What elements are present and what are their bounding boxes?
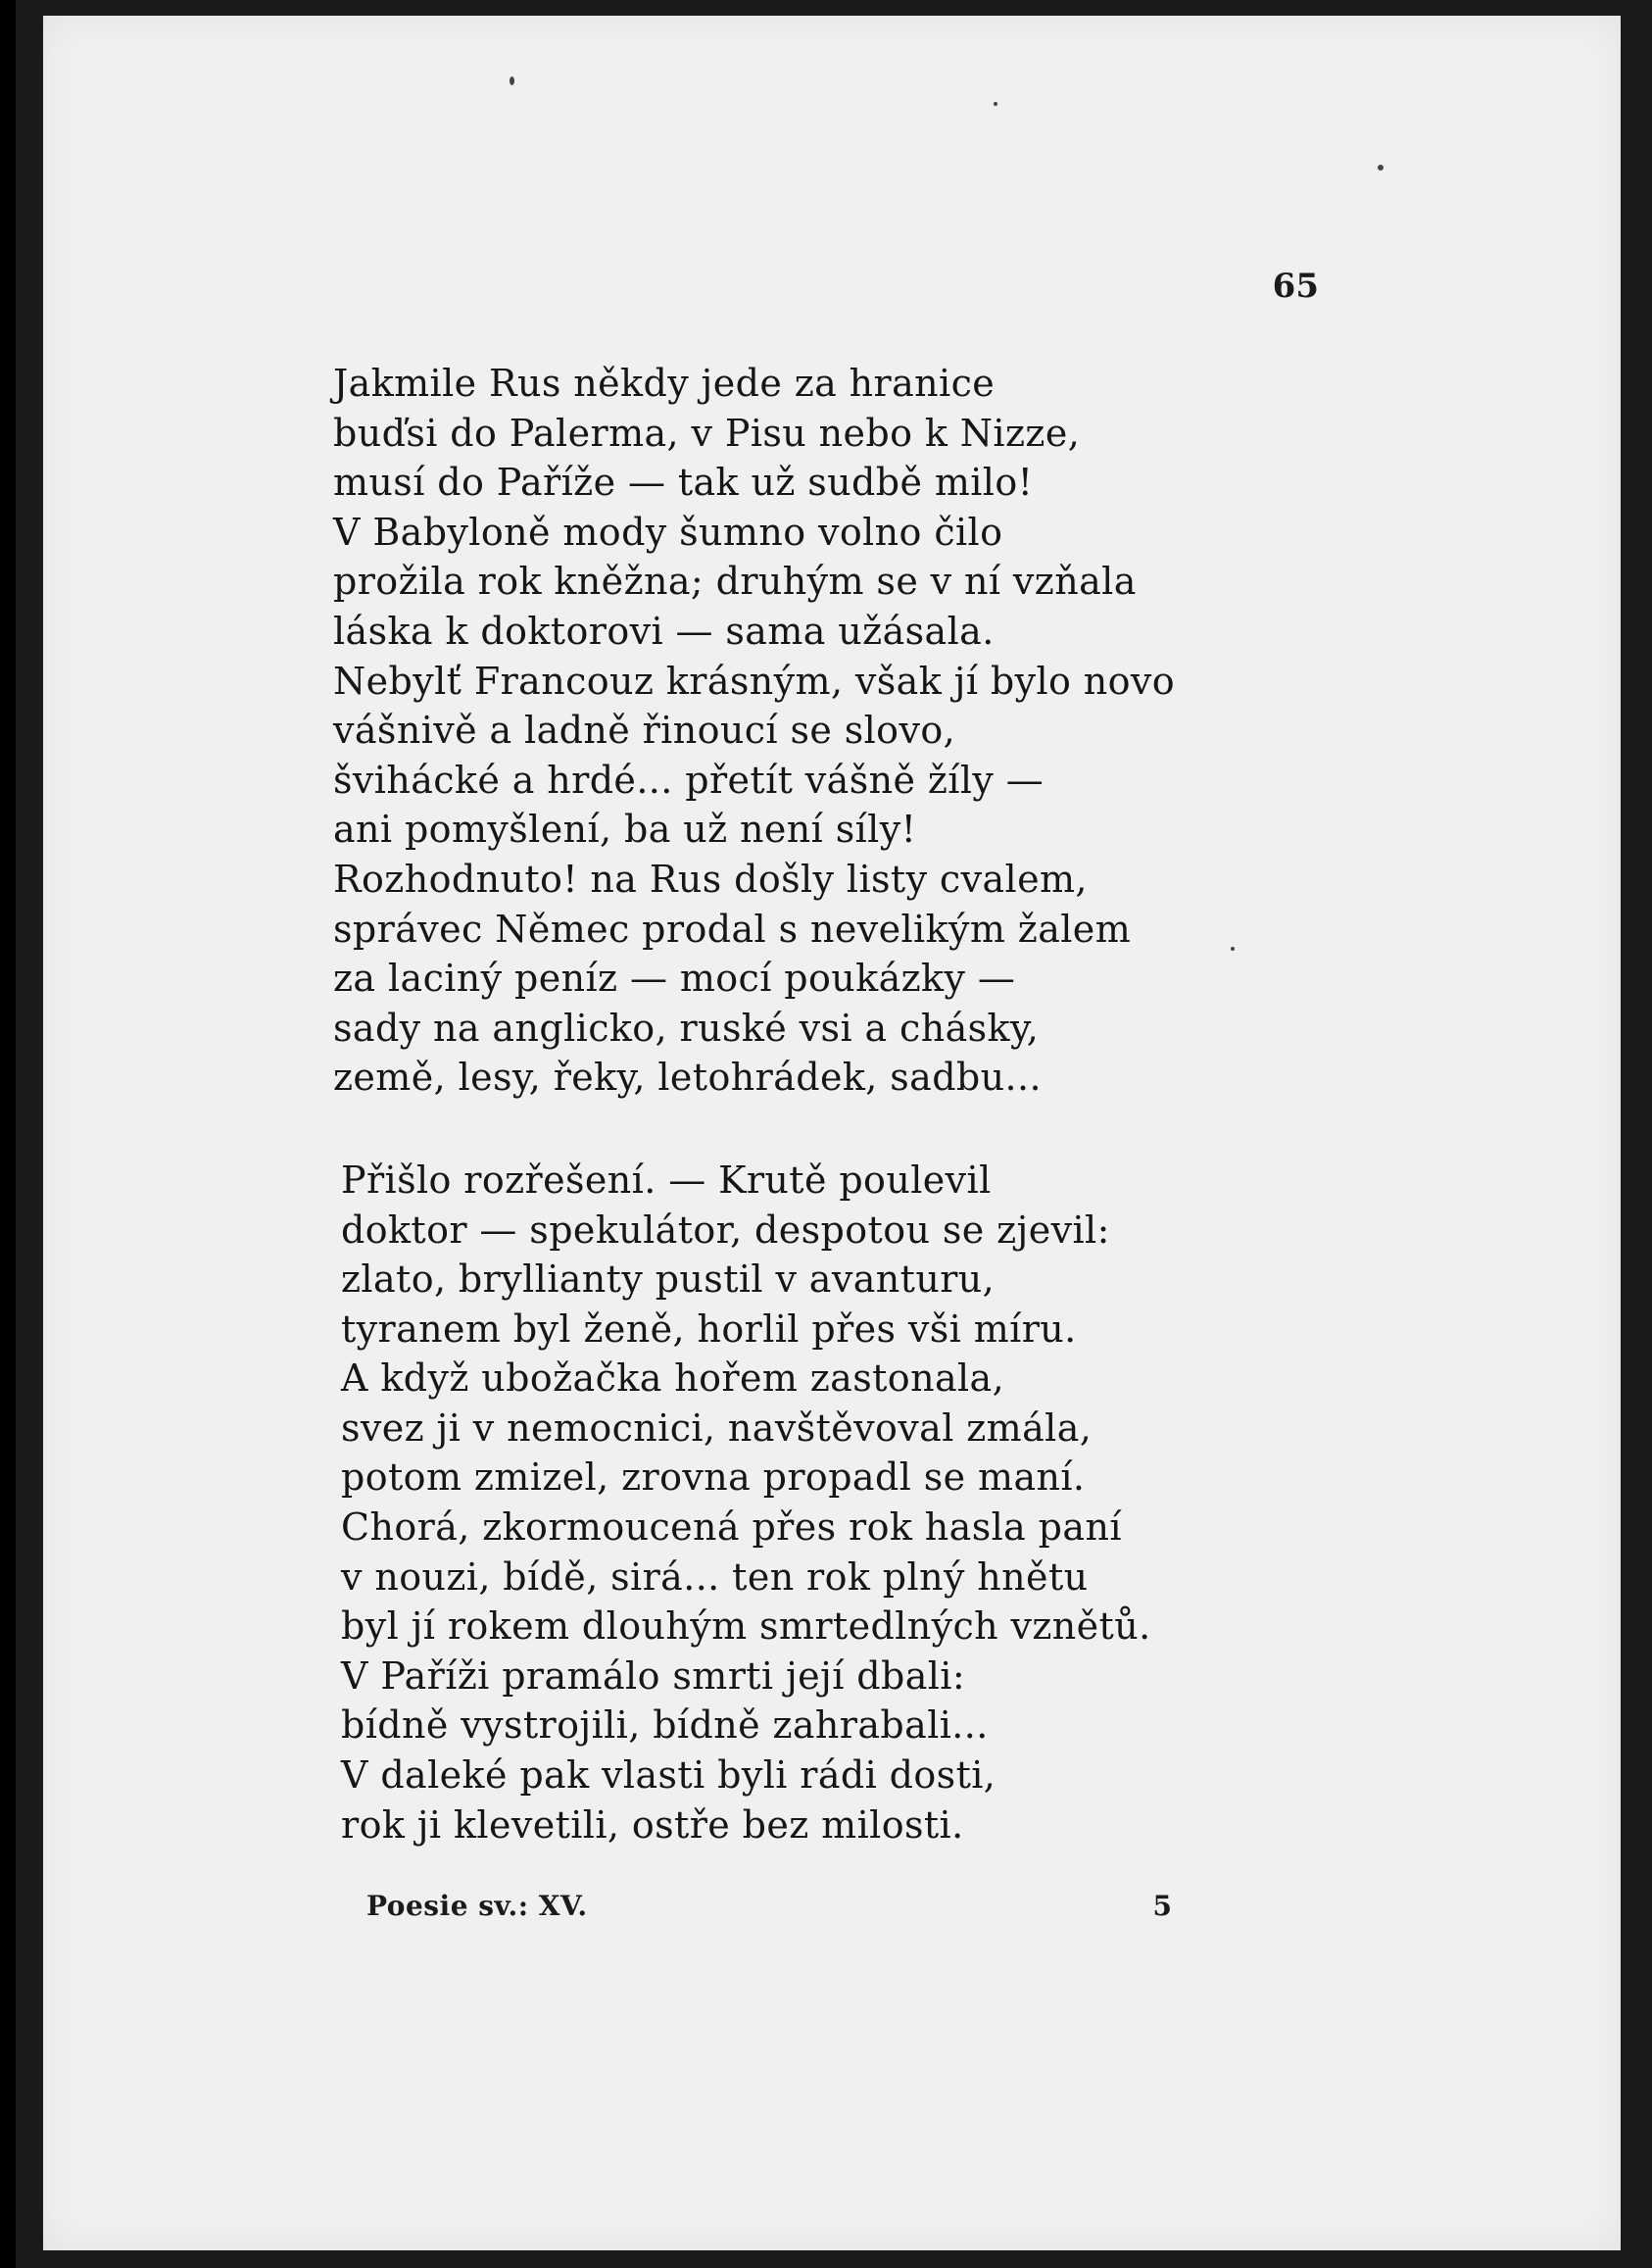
verse-line: země, lesy, řeky, letohrádek, sadbu... xyxy=(333,1056,1042,1100)
verse-line: švihácké a hrdé... přetít vášně žíly — xyxy=(333,758,1045,802)
verse-line: zlato, bryllianty pustil v avanturu, xyxy=(341,1257,996,1302)
verse-line: doktor — spekulátor, despotou se zjevil: xyxy=(341,1208,1110,1252)
verse-line: Jakmile Rus někdy jede za hranice xyxy=(333,362,996,405)
verse-line: tyranem byl ženě, horlil přes vši míru. xyxy=(341,1307,1077,1351)
ink-speck xyxy=(994,102,997,106)
verse-line: vášnivě a ladně řinoucí se slovo, xyxy=(333,709,956,753)
page-number: 65 xyxy=(1272,267,1319,306)
verse-line: správec Němec prodal s nevelikým žalem xyxy=(333,907,1132,951)
printer-signature: Poesie sv.: XV. xyxy=(366,1890,588,1922)
verse-line: svez ji v nemocnici, navštěvoval zmála, xyxy=(341,1405,1093,1450)
poem-text xyxy=(333,359,1313,1849)
verse-line: Přišlo rozřešení. — Krutě poulevil xyxy=(341,1158,992,1202)
verse-line: Chorá, zkormoucená přes rok hasla paní xyxy=(341,1505,1122,1550)
verse-line: prožila rok kněžna; druhým se v ní vzňala xyxy=(333,560,1137,604)
stanza xyxy=(333,1156,1313,1849)
verse-line: bídně vystrojili, bídně zahrabali... xyxy=(341,1703,989,1748)
verse-line: sady na anglicko, ruské vsi a chásky, xyxy=(333,1006,1040,1050)
verse-line: Rozhodnuto! na Rus došly listy cvalem, xyxy=(333,857,1088,901)
verse-line: za laciný peníz — mocí poukázky — xyxy=(333,957,1016,1001)
verse-line: v nouzi, bídě, sirá... ten rok plný hnětu xyxy=(341,1554,1089,1599)
verse-line: láska k doktorovi — sama užásala. xyxy=(333,609,995,653)
verse-line: V daleké pak vlasti byli rádi dosti, xyxy=(341,1753,996,1798)
stanza xyxy=(333,359,1313,1103)
verse-line: A když ubožačka hořem zastonala, xyxy=(341,1356,1005,1401)
verse-line: musí do Paříže — tak už sudbě milo! xyxy=(333,461,1034,505)
ink-speck xyxy=(1378,165,1384,171)
verse-line: Nebylť Francouz krásným, však jí bylo novo xyxy=(333,659,1176,703)
verse-line: V Paříži pramálo smrti její dbali: xyxy=(341,1653,966,1698)
sheet-number: 5 xyxy=(1152,1890,1172,1922)
verse-line: byl jí rokem dlouhým smrtedlných vznětů. xyxy=(341,1604,1151,1649)
verse-line: buďsi do Palerma, v Pisu nebo k Nizze, xyxy=(333,411,1081,455)
scan-left-edge xyxy=(0,0,16,2268)
verse-line: rok ji klevetili, ostře bez milosti. xyxy=(341,1802,964,1847)
verse-line: potom zmizel, zrovna propadl se maní. xyxy=(341,1455,1086,1500)
verse-line: V Babyloně mody šumno volno čilo xyxy=(333,510,1003,554)
ink-speck xyxy=(510,76,514,85)
verse-line: ani pomyšlení, ba už není síly! xyxy=(333,808,917,852)
